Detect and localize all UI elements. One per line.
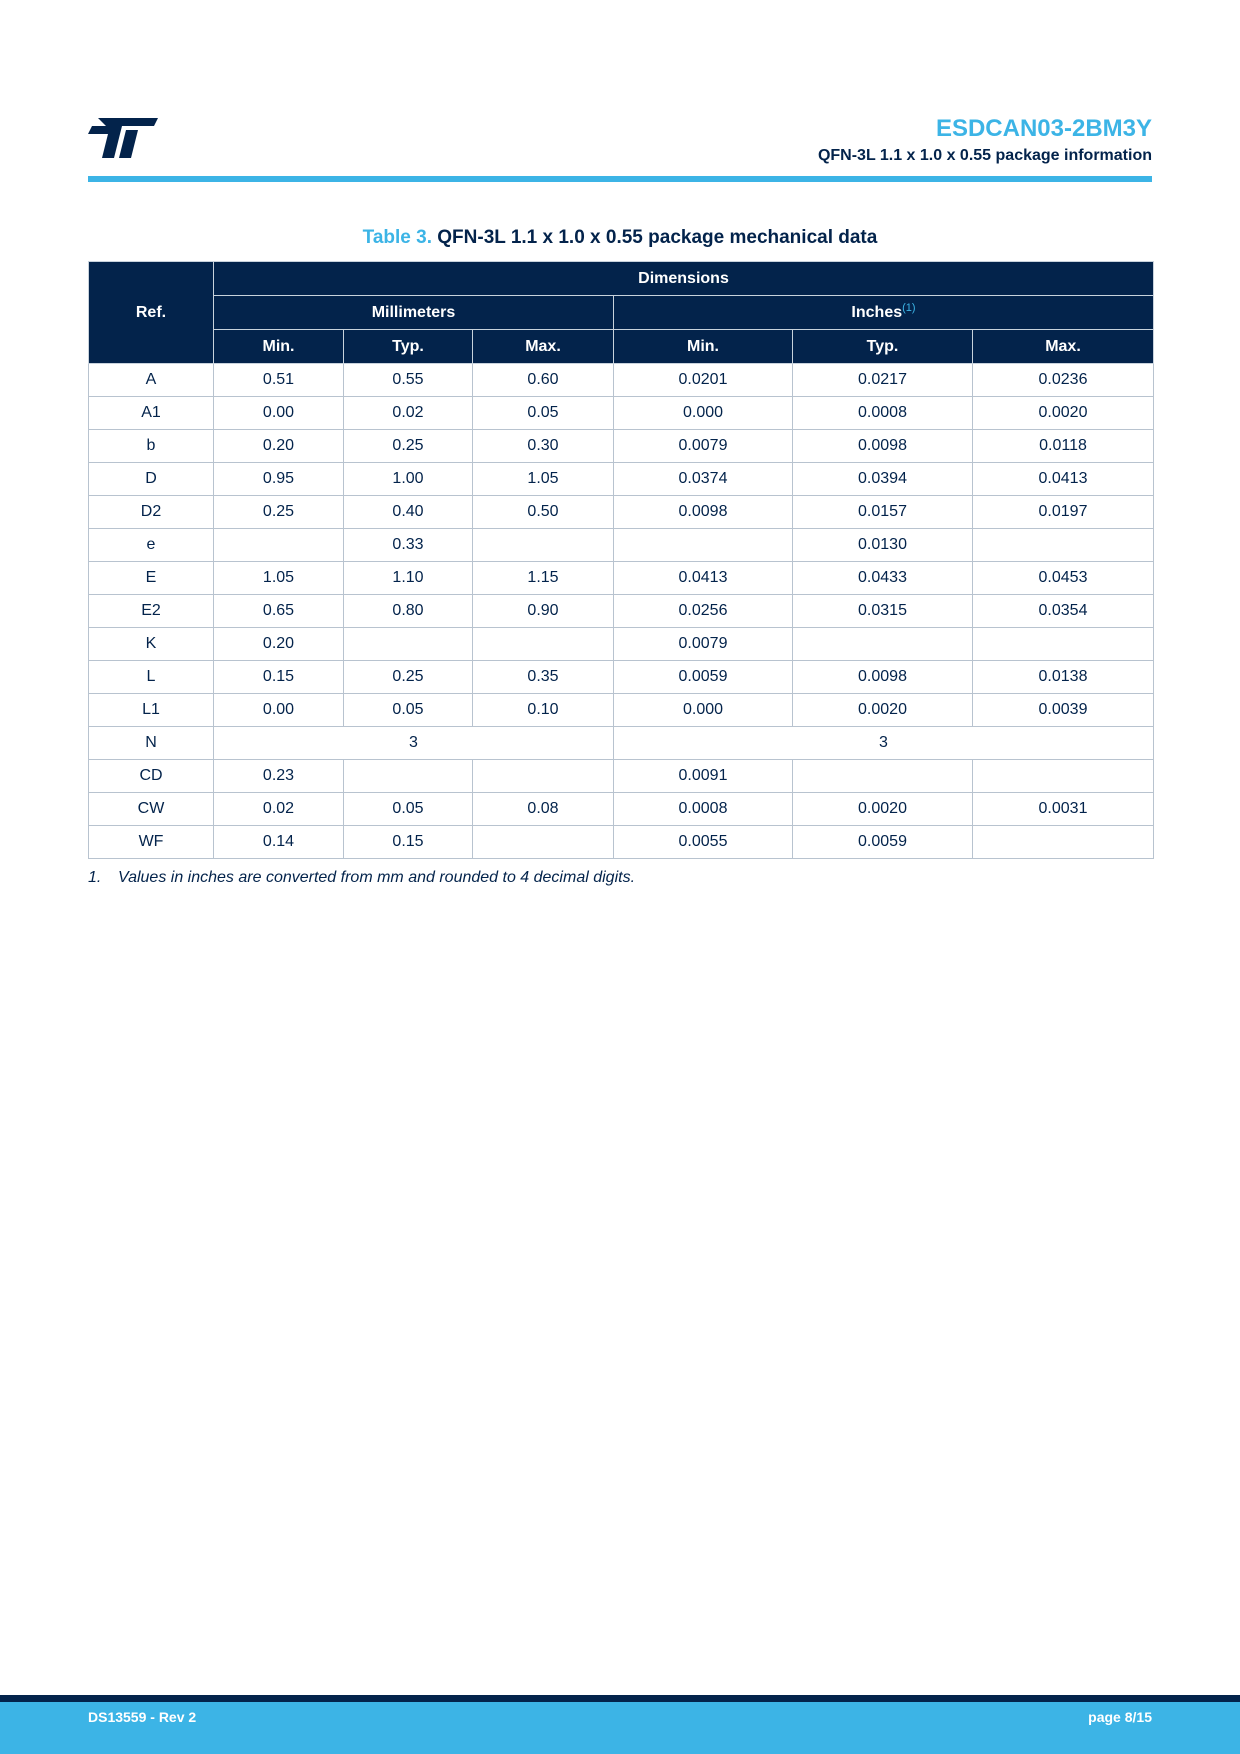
cell-in-typ: 0.0130 bbox=[793, 529, 973, 562]
cell-in-max: 0.0020 bbox=[973, 397, 1154, 430]
header-inches bbox=[614, 296, 1154, 330]
table-caption-text: QFN-3L 1.1 x 1.0 x 0.55 package mechanical data bbox=[437, 227, 878, 248]
header-mm-max: Max. bbox=[473, 330, 614, 364]
cell-in-typ: 0.0394 bbox=[793, 463, 973, 496]
table-footnote bbox=[88, 868, 635, 888]
cell-in-typ bbox=[793, 760, 973, 793]
cell-mm-min: 1.05 bbox=[214, 562, 344, 595]
table-caption bbox=[88, 226, 1152, 250]
cell-in-max: 0.0354 bbox=[973, 595, 1154, 628]
cell-mm-min: 0.65 bbox=[214, 595, 344, 628]
document-subtitle: QFN-3L 1.1 x 1.0 x 0.55 package information bbox=[817, 147, 1152, 164]
cell-in-min: 0.0413 bbox=[614, 562, 793, 595]
footnote-reference: (1) bbox=[902, 301, 916, 314]
cell-in-min: 0.0059 bbox=[614, 661, 793, 694]
cell-in-max bbox=[973, 760, 1154, 793]
cell-in-min: 0.0008 bbox=[614, 793, 793, 826]
cell-in-min: 0.0091 bbox=[614, 760, 793, 793]
cell-mm-max: 1.05 bbox=[473, 463, 614, 496]
table-row bbox=[89, 463, 1154, 496]
cell-ref: D2 bbox=[89, 496, 214, 529]
cell-ref: A1 bbox=[89, 397, 214, 430]
cell-in-max: 0.0236 bbox=[973, 364, 1154, 397]
cell-in-max: 0.0118 bbox=[973, 430, 1154, 463]
cell-mm-min: 0.02 bbox=[214, 793, 344, 826]
cell-in-typ: 0.0020 bbox=[793, 694, 973, 727]
cell-in-min: 0.0098 bbox=[614, 496, 793, 529]
cell-ref: D bbox=[89, 463, 214, 496]
table-row bbox=[89, 694, 1154, 727]
footer-page-number: page 8/15 bbox=[1088, 1709, 1152, 1725]
cell-in-min: 0.0055 bbox=[614, 826, 793, 859]
header-in-typ: Typ. bbox=[793, 330, 973, 364]
header-mm-typ: Typ. bbox=[344, 330, 473, 364]
cell-mm-typ: 0.33 bbox=[344, 529, 473, 562]
table-row bbox=[89, 727, 1154, 760]
cell-in-typ: 0.0098 bbox=[793, 430, 973, 463]
cell-mm-min: 0.00 bbox=[214, 397, 344, 430]
table-caption-number: Table 3. bbox=[362, 227, 432, 248]
footer-document-id: DS13559 - Rev 2 bbox=[88, 1709, 197, 1725]
cell-in-min: 0.0374 bbox=[614, 463, 793, 496]
cell-ref: WF bbox=[89, 826, 214, 859]
cell-ref: L1 bbox=[89, 694, 214, 727]
cell-mm-typ: 0.25 bbox=[344, 661, 473, 694]
table-row bbox=[89, 529, 1154, 562]
cell-mm-typ: 1.00 bbox=[344, 463, 473, 496]
table-row bbox=[89, 364, 1154, 397]
cell-in-min bbox=[614, 529, 793, 562]
header-inches-label: Inches bbox=[851, 303, 903, 321]
cell-ref: CD bbox=[89, 760, 214, 793]
cell-mm-merged: 3 bbox=[214, 727, 614, 760]
cell-in-typ bbox=[793, 628, 973, 661]
cell-mm-typ: 0.05 bbox=[344, 694, 473, 727]
cell-in-min: 0.000 bbox=[614, 694, 793, 727]
cell-in-max: 0.0413 bbox=[973, 463, 1154, 496]
st-logo-icon bbox=[88, 118, 158, 158]
table-row bbox=[89, 826, 1154, 859]
cell-mm-min: 0.00 bbox=[214, 694, 344, 727]
cell-mm-min: 0.25 bbox=[214, 496, 344, 529]
table-row bbox=[89, 793, 1154, 826]
table-row bbox=[89, 562, 1154, 595]
cell-in-typ: 0.0157 bbox=[793, 496, 973, 529]
cell-in-typ: 0.0315 bbox=[793, 595, 973, 628]
cell-in-max: 0.0138 bbox=[973, 661, 1154, 694]
cell-mm-typ: 0.02 bbox=[344, 397, 473, 430]
table-row bbox=[89, 430, 1154, 463]
header-mm-min: Min. bbox=[214, 330, 344, 364]
header-in-min: Min. bbox=[614, 330, 793, 364]
cell-mm-min: 0.51 bbox=[214, 364, 344, 397]
footer-dark-stripe bbox=[0, 1695, 1240, 1702]
cell-mm-max: 0.30 bbox=[473, 430, 614, 463]
cell-in-min: 0.0079 bbox=[614, 430, 793, 463]
cell-mm-min: 0.20 bbox=[214, 430, 344, 463]
cell-mm-max bbox=[473, 760, 614, 793]
cell-in-max: 0.0197 bbox=[973, 496, 1154, 529]
cell-in-typ: 0.0008 bbox=[793, 397, 973, 430]
mechanical-data-table bbox=[88, 261, 1154, 859]
cell-in-min: 0.0079 bbox=[614, 628, 793, 661]
cell-in-min: 0.0201 bbox=[614, 364, 793, 397]
cell-mm-max bbox=[473, 628, 614, 661]
cell-mm-max: 0.50 bbox=[473, 496, 614, 529]
cell-mm-max: 0.35 bbox=[473, 661, 614, 694]
cell-mm-min: 0.23 bbox=[214, 760, 344, 793]
cell-mm-max bbox=[473, 529, 614, 562]
header-dimensions: Dimensions bbox=[214, 262, 1154, 296]
cell-mm-max: 0.08 bbox=[473, 793, 614, 826]
cell-mm-typ: 0.15 bbox=[344, 826, 473, 859]
cell-mm-typ: 0.55 bbox=[344, 364, 473, 397]
cell-in-max bbox=[973, 529, 1154, 562]
cell-in-typ: 0.0059 bbox=[793, 826, 973, 859]
table-row bbox=[89, 496, 1154, 529]
cell-in-typ: 0.0217 bbox=[793, 364, 973, 397]
cell-mm-min: 0.15 bbox=[214, 661, 344, 694]
header-ref: Ref. bbox=[89, 262, 214, 364]
table-row bbox=[89, 595, 1154, 628]
cell-mm-max bbox=[473, 826, 614, 859]
cell-mm-min bbox=[214, 529, 344, 562]
table-row bbox=[89, 628, 1154, 661]
cell-mm-min: 0.20 bbox=[214, 628, 344, 661]
header-divider bbox=[88, 176, 1152, 182]
cell-in-typ: 0.0433 bbox=[793, 562, 973, 595]
cell-ref: e bbox=[89, 529, 214, 562]
cell-ref: L bbox=[89, 661, 214, 694]
cell-mm-typ: 0.25 bbox=[344, 430, 473, 463]
cell-ref: b bbox=[89, 430, 214, 463]
cell-ref: A bbox=[89, 364, 214, 397]
header-in-max: Max. bbox=[973, 330, 1154, 364]
cell-ref: E2 bbox=[89, 595, 214, 628]
cell-ref: N bbox=[89, 727, 214, 760]
cell-in-max: 0.0039 bbox=[973, 694, 1154, 727]
footnote-text: Values in inches are converted from mm and rounded to 4 decimal digits. bbox=[118, 869, 636, 886]
cell-mm-typ: 0.80 bbox=[344, 595, 473, 628]
cell-in-max: 0.0031 bbox=[973, 793, 1154, 826]
cell-mm-max: 1.15 bbox=[473, 562, 614, 595]
cell-mm-typ bbox=[344, 628, 473, 661]
cell-in-max: 0.0453 bbox=[973, 562, 1154, 595]
cell-in-merged: 3 bbox=[614, 727, 1154, 760]
cell-mm-max: 0.90 bbox=[473, 595, 614, 628]
table-row bbox=[89, 760, 1154, 793]
header-millimeters: Millimeters bbox=[214, 296, 614, 330]
table-row bbox=[89, 397, 1154, 430]
cell-mm-typ: 0.40 bbox=[344, 496, 473, 529]
cell-ref: E bbox=[89, 562, 214, 595]
cell-ref: K bbox=[89, 628, 214, 661]
cell-in-typ: 0.0098 bbox=[793, 661, 973, 694]
cell-in-max bbox=[973, 826, 1154, 859]
cell-mm-max: 0.05 bbox=[473, 397, 614, 430]
cell-mm-typ: 1.10 bbox=[344, 562, 473, 595]
cell-mm-min: 0.14 bbox=[214, 826, 344, 859]
cell-mm-typ: 0.05 bbox=[344, 793, 473, 826]
cell-in-max bbox=[973, 628, 1154, 661]
footnote-number: 1. bbox=[88, 869, 102, 886]
cell-mm-max: 0.60 bbox=[473, 364, 614, 397]
cell-in-typ: 0.0020 bbox=[793, 793, 973, 826]
cell-in-min: 0.000 bbox=[614, 397, 793, 430]
document-title: ESDCAN03-2BM3Y bbox=[935, 115, 1152, 142]
cell-mm-typ bbox=[344, 760, 473, 793]
cell-mm-min: 0.95 bbox=[214, 463, 344, 496]
table-row bbox=[89, 661, 1154, 694]
cell-mm-max: 0.10 bbox=[473, 694, 614, 727]
cell-in-min: 0.0256 bbox=[614, 595, 793, 628]
cell-ref: CW bbox=[89, 793, 214, 826]
